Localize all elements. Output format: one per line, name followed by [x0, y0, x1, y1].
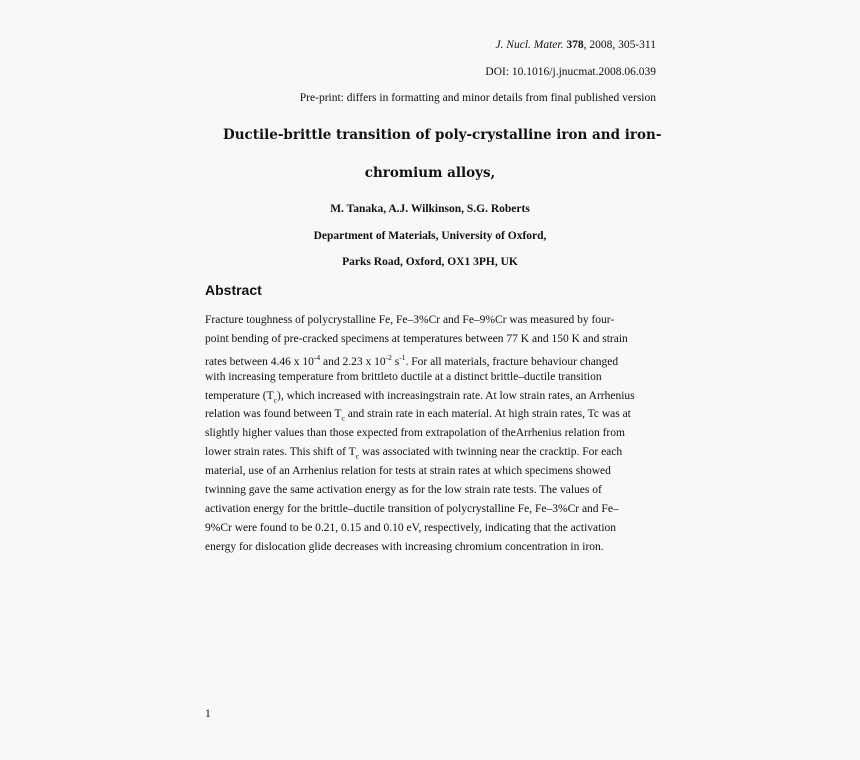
abstract-line: Fracture toughness of polycrystalline Fe, Fe–3%Cr and Fe–9%Cr was measured by four-	[205, 314, 615, 326]
text-run: relation was found between T	[205, 408, 342, 421]
volume: 378	[566, 39, 584, 51]
abstract-line	[205, 349, 657, 368]
citation	[495, 39, 656, 51]
text-run: was associated with twinning near the cracktip. For each	[359, 446, 623, 459]
doi: DOI: 10.1016/j.jnucmat.2008.06.039	[485, 66, 656, 78]
title-line-2: chromium alloys,	[364, 165, 496, 181]
text-run: . For all materials, fracture behaviour changed	[405, 355, 619, 368]
abstract-line	[205, 405, 657, 424]
preprint-note: Pre-print: differs in formatting and minor details from final published version	[299, 92, 656, 104]
text-run: s	[391, 355, 400, 368]
abstract-line	[205, 443, 657, 462]
abstract-line: slightly higher values than those expected from extrapolation of theArrhenius relation from	[205, 427, 625, 440]
abstract-line	[205, 387, 657, 406]
text-run: ), which increased with increasingstrain rate. At low strain rates, an Arrhenius	[276, 389, 635, 402]
abstract-line: energy for dislocation glide decreases with increasing chromium concentration in iron.	[205, 540, 604, 553]
page-number: 1	[205, 708, 211, 720]
abstract-body	[205, 311, 657, 557]
abstract-line: point bending of pre-cracked specimens at temperatures between 77 K and 150 K and strain	[205, 332, 628, 345]
affiliation-1: Department of Materials, University of Oxford,	[313, 230, 547, 242]
text-run: lower strain rates. This shift of T	[205, 446, 356, 459]
text-run: -1	[399, 352, 406, 362]
abstract-line: activation energy for the brittle–ductile transition of polycrystalline Fe, Fe–3%Cr and Fe–	[205, 502, 619, 515]
abstract-line: with increasing temperature from brittleto ductile at a distinct brittle–ductile transition	[205, 370, 602, 383]
text-run: temperature (T	[205, 389, 274, 402]
journal-name: J. Nucl. Mater.	[495, 39, 564, 51]
authors: M. Tanaka, A.J. Wilkinson, S.G. Roberts	[330, 203, 530, 215]
text-run: -4	[313, 352, 321, 362]
title-line-1: Ductile-brittle transition of poly-crystalline iron and iron-	[223, 127, 662, 143]
abstract-heading: Abstract	[205, 282, 262, 298]
text-run: c	[273, 394, 277, 404]
text-run: c	[341, 413, 345, 423]
text-run: and strain rate in each material. At high strain rates, Tc was at	[344, 408, 631, 421]
text-run: and 2.23 x 10	[320, 355, 386, 368]
abstract-line: material, use of an Arrhenius relation for tests at strain rates at which specimens showed	[205, 465, 611, 478]
abstract-line: 9%Cr were found to be 0.21, 0.15 and 0.10 eV, respectively, indicating that the activation	[205, 521, 617, 534]
text-run: rates between 4.46 x 10	[205, 355, 314, 368]
text-run: -2	[385, 352, 392, 362]
citation-rest: , 2008, 305-311	[583, 39, 656, 51]
abstract-line: twinning gave the same activation energy as for the low strain rate tests. The values of	[205, 484, 602, 497]
affiliation-2: Parks Road, Oxford, OX1 3PH, UK	[342, 256, 518, 268]
text-run: c	[355, 451, 359, 461]
